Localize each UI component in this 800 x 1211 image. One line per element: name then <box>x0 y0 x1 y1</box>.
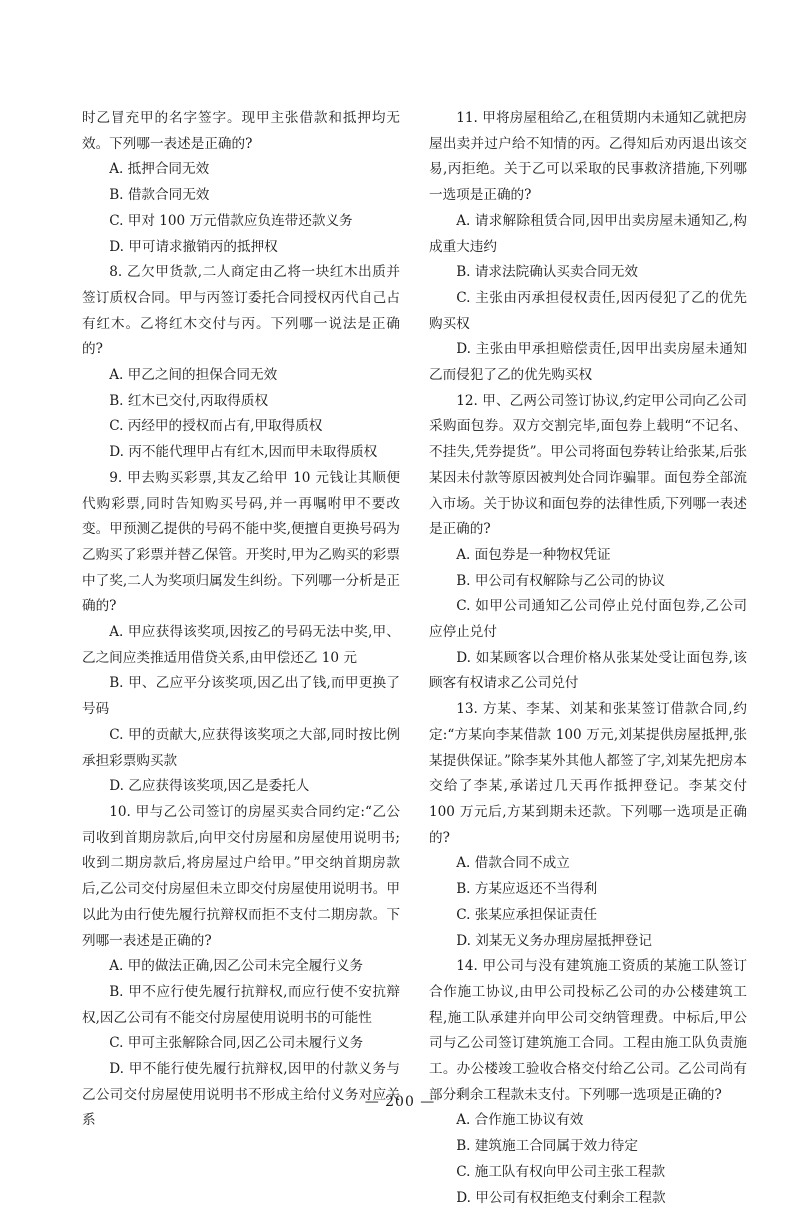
answer-option: D. 主张由甲承担赔偿责任,因甲出卖房屋未通知乙而侵犯了乙的优先购买权 <box>429 341 747 384</box>
answer-option: D. 如某顾客以合理价格从张某处受让面包券,该顾客有权请求乙公司兑付 <box>429 649 747 692</box>
answer-option: B. 甲公司有权解除与乙公司的协议 <box>456 572 666 589</box>
answer-option: C. 甲对 100 万元借款应负连带还款义务 <box>109 212 353 229</box>
answer-option: B. 甲、乙应平分该奖项,因乙出了钱,而甲更换了号码 <box>82 675 400 718</box>
answer-option: C. 张某应承担保证责任 <box>456 906 598 923</box>
question-stem: 14. 甲公司与没有建筑施工资质的某施工队签订合作施工协议,由甲公司投标乙公司的办公楼建筑工程,施工队承建并向甲公司交纳管理费。中标后,甲公司与乙公司签订建筑施工合同。工程由施工队负责施工。办公楼竣工验收合格交付给乙公司。乙公司尚有部分剩余工程款未支付。下列哪一选项是正确的? <box>429 958 747 1103</box>
answer-option: C. 甲的贡献大,应获得该奖项之大部,同时按比例承担彩票购买款 <box>82 726 400 769</box>
answer-option: C. 主张由丙承担侵权责任,因丙侵犯了乙的优先购买权 <box>429 289 747 332</box>
answer-option: A. 合作施工协议有效 <box>456 1112 584 1129</box>
question-continuation: 时乙冒充甲的名字签字。现甲主张借款和抵押均无效。下列哪一表述是正确的? <box>82 110 400 152</box>
answer-option: A. 甲乙之间的担保合同无效 <box>109 367 278 384</box>
answer-option: B. 红木已交付,丙取得质权 <box>109 392 269 409</box>
answer-option: D. 乙应获得该奖项,因乙是委托人 <box>109 778 310 795</box>
right-column <box>429 106 747 1211</box>
page-number: — 200 — <box>364 1094 436 1110</box>
answer-option: B. 甲不应行使先履行抗辩权,而应行使不安抗辩权,因乙公司有不能交付房屋使用说明书的可能性 <box>82 983 400 1026</box>
question-stem: 9. 甲去购买彩票,其友乙给甲 10 元钱让其顺便代购彩票,同时告知购买号码,并一再嘱咐甲不要改变。甲预测乙提供的号码不能中奖,便擅自更换号码为乙购买了彩票并替乙保管。开奖时,甲为乙购买的彩票中了奖,二人为奖项归属发生纠纷。下列哪一分析是正确的? <box>82 469 400 615</box>
answer-option: D. 丙不能代理甲占有红木,因而甲未取得质权 <box>109 444 378 461</box>
answer-option: A. 甲应获得该奖项,因按乙的号码无法中奖,甲、乙之间应类推适用借贷关系,由甲偿还乙 10 元 <box>82 624 400 666</box>
answer-option: D. 刘某无义务办理房屋抵押登记 <box>456 932 652 949</box>
answer-option: A. 抵押合同无效 <box>109 161 210 178</box>
question-stem: 12. 甲、乙两公司签订协议,约定甲公司向乙公司采购面包券。双方交割完毕,面包券上载明“不记名、不挂失,凭券提货”。甲公司将面包券转让给张某,后张某因未付款等原因被判处合同诈骗罪。面包券全部流入市场。关于协议和面包券的法律性质,下列哪一表述是正确的? <box>429 392 747 538</box>
answer-option: C. 丙经甲的授权而占有,甲取得质权 <box>109 418 323 435</box>
question-stem: 10. 甲与乙公司签订的房屋买卖合同约定:“乙公司收到首期房款后,向甲交付房屋和房屋使用说明书;收到二期房款后,将房屋过户给甲。”甲交纳首期房款后,乙公司交付房屋但未立即交付房屋使用说明书。甲以此为由行使先履行抗辩权而拒不支付二期房款。下列哪一表述是正确的? <box>82 803 400 949</box>
answer-option: D. 甲公司有权拒绝支付剩余工程款 <box>456 1189 666 1206</box>
answer-option: B. 方某应返还不当得利 <box>456 881 598 898</box>
answer-option: B. 借款合同无效 <box>109 187 210 204</box>
answer-option: C. 如甲公司通知乙公司停止兑付面包券,乙公司应停止兑付 <box>429 598 747 641</box>
answer-option: B. 请求法院确认买卖合同无效 <box>456 264 638 281</box>
question-stem: 8. 乙欠甲货款,二人商定由乙将一块红木出质并签订质权合同。甲与丙签订委托合同授权丙代自己占有红木。乙将红木交付与丙。下列哪一说法是正确的? <box>82 264 400 358</box>
question-stem: 13. 方某、李某、刘某和张某签订借款合同,约定:“方某向李某借款 100 万元,刘某提供房屋抵押,张某提供保证。”除李某外其他人都签了字,刘某先把房本交给了李某,承诺过几天再作抵押登记。李某交付 100 万元后,方某到期未还款。下列哪一选项是正确的? <box>429 701 747 846</box>
left-column <box>82 106 400 1134</box>
answer-option: A. 借款合同不成立 <box>456 855 570 872</box>
answer-option: B. 建筑施工合同属于效力待定 <box>456 1138 638 1155</box>
answer-option: A. 请求解除租赁合同,因甲出卖房屋未通知乙,构成重大违约 <box>429 212 747 255</box>
answer-option: A. 甲的做法正确,因乙公司未完全履行义务 <box>109 958 364 975</box>
question-stem: 11. 甲将房屋租给乙,在租赁期内未通知乙就把房屋出卖并过户给不知情的丙。乙得知后劝丙退出该交易,丙拒绝。关于乙可以采取的民事救济措施,下列哪一选项是正确的? <box>429 110 747 204</box>
answer-option: C. 甲可主张解除合同,因乙公司未履行义务 <box>109 1035 364 1052</box>
answer-option: D. 甲可请求撤销丙的抵押权 <box>109 238 278 255</box>
answer-option: D. 甲不能行使先履行抗辩权,因甲的付款义务与乙公司交付房屋使用说明书不形成主给付义务对应关系 <box>82 1061 400 1129</box>
answer-option: C. 施工队有权向甲公司主张工程款 <box>456 1163 666 1180</box>
answer-option: A. 面包券是一种物权凭证 <box>456 546 611 563</box>
